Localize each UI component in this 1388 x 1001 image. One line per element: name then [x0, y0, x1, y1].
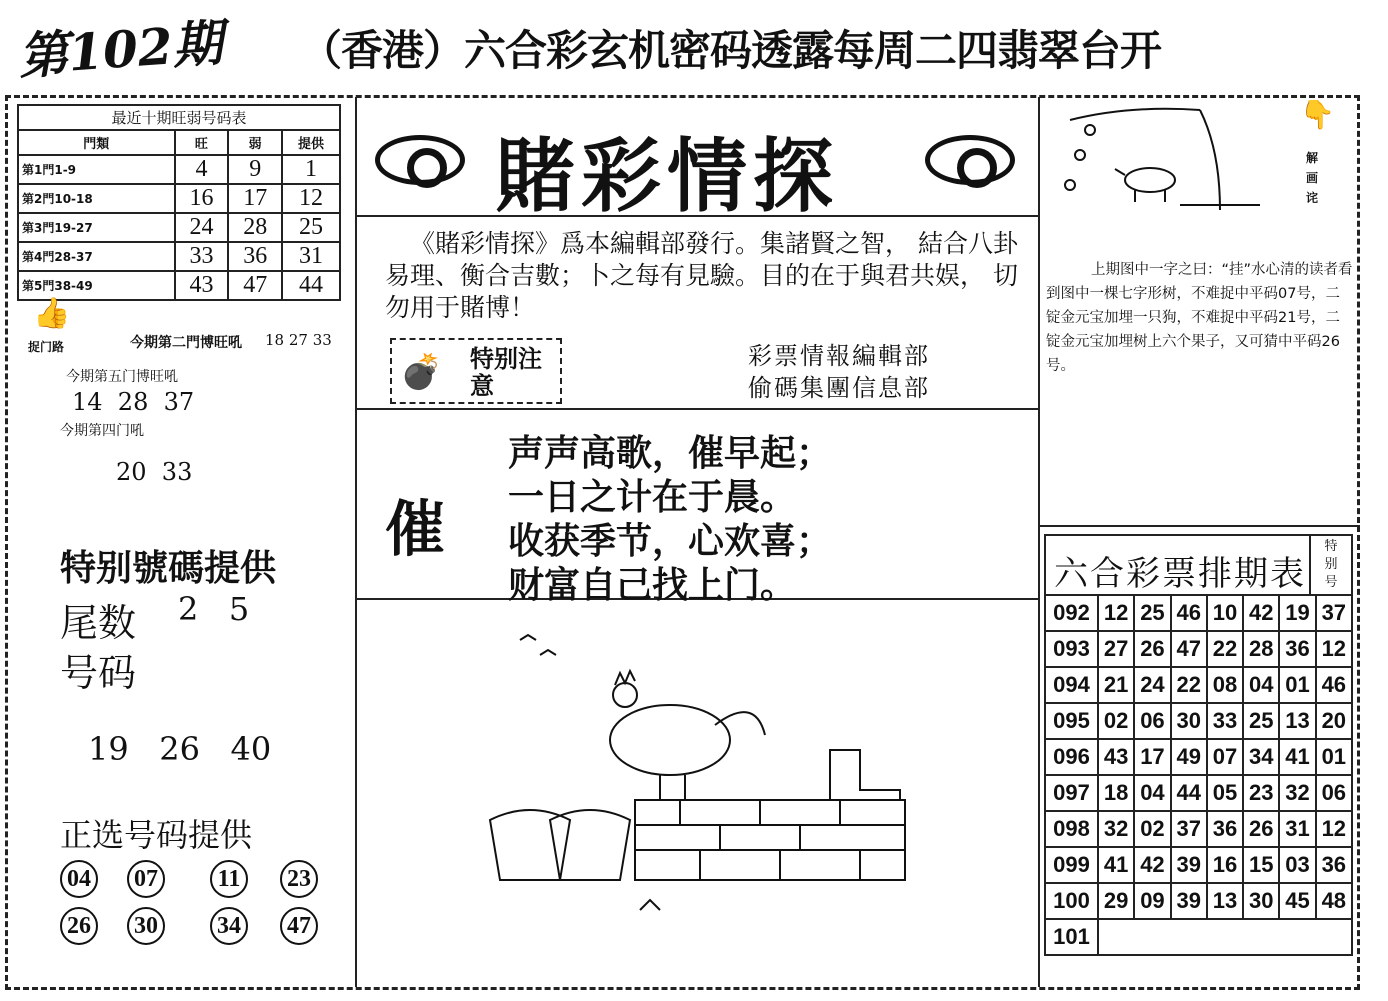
- cell: 33: [175, 242, 229, 271]
- poem-line: 收获季节，心欢喜；: [508, 521, 833, 562]
- issue-cell: 093: [1045, 631, 1098, 667]
- issue-cell: 098: [1045, 811, 1098, 847]
- row-label: 第4門28-37: [18, 242, 175, 271]
- thumbs-up-icon: 👍: [33, 296, 71, 331]
- pick-number: 11: [210, 860, 248, 898]
- special-title: 特别號碼提供: [60, 548, 277, 589]
- number-cell: 19: [1279, 595, 1315, 631]
- table-row: [1045, 631, 1352, 667]
- number-cell: 10: [1207, 595, 1243, 631]
- schedule-title: 六合彩票排期表: [1054, 554, 1306, 594]
- cell: 12: [282, 184, 340, 213]
- notice-label: 特别注意: [470, 345, 542, 400]
- number-cell: 47: [1171, 631, 1207, 667]
- pick-number: 30: [127, 907, 165, 945]
- tail-numbers: 2 5: [178, 590, 250, 628]
- poem-line: 财富自己找上门。: [508, 565, 797, 606]
- number-cell: 42: [1243, 595, 1279, 631]
- empty-cell: [1098, 919, 1352, 955]
- number-cell: 39: [1171, 883, 1207, 919]
- number-cell: 12: [1316, 811, 1352, 847]
- number-cell: 12: [1316, 631, 1352, 667]
- table-row: [18, 242, 340, 271]
- cell: 4: [175, 155, 229, 184]
- pick-number: 34: [210, 907, 248, 945]
- divider: [1038, 97, 1040, 987]
- table-row: [1045, 739, 1352, 775]
- number-cell: 24: [1134, 667, 1170, 703]
- number-cell: 22: [1171, 667, 1207, 703]
- intro-text: 《賭彩情探》爲本編輯部發行。集諸賢之智， 結合八卦易理、衡合吉數；卜之每有見驗。目的在于與君共娱， 切勿用于賭博！: [385, 229, 1018, 322]
- number-cell: 36: [1316, 847, 1352, 883]
- table-row: [18, 184, 340, 213]
- number-cell: 32: [1279, 775, 1315, 811]
- number-cell: 13: [1279, 703, 1315, 739]
- number-cell: 16: [1207, 847, 1243, 883]
- door4-label: 今期第四门吼: [60, 423, 144, 439]
- door5-label: 今期第五门博旺吼: [66, 369, 178, 385]
- number-cell: 44: [1171, 775, 1207, 811]
- poem-line: 一日之计在于晨。: [508, 477, 797, 518]
- table-row: [18, 155, 340, 184]
- number-cell: 48: [1316, 883, 1352, 919]
- number-cell: 28: [1243, 631, 1279, 667]
- number-cell: 05: [1207, 775, 1243, 811]
- number-cell: 43: [1098, 739, 1134, 775]
- table-row: [1045, 595, 1352, 631]
- number-cell: 30: [1243, 883, 1279, 919]
- cell: 17: [228, 184, 282, 213]
- cell: 43: [175, 271, 229, 300]
- cell: 44: [282, 271, 340, 300]
- number-cell: 22: [1207, 631, 1243, 667]
- cell: 36: [228, 242, 282, 271]
- issue-number: 第102期: [16, 12, 225, 87]
- number-cell: 46: [1171, 595, 1207, 631]
- table-row: [1045, 775, 1352, 811]
- cell: 28: [228, 213, 282, 242]
- table-title: 最近十期旺弱号码表: [18, 105, 340, 130]
- row-label: 第3門19-27: [18, 213, 175, 242]
- number-cell: 02: [1098, 703, 1134, 739]
- poem-line: 声声高歌，催早起；: [508, 433, 833, 474]
- number-cell: 01: [1316, 739, 1352, 775]
- number-cell: 17: [1134, 739, 1170, 775]
- pick-number: 07: [127, 860, 165, 898]
- table-row: [1045, 883, 1352, 919]
- door2-numbers: 18 27 33: [265, 331, 332, 349]
- tail-label: 尾数: [60, 601, 137, 645]
- row-label: 第1門1-9: [18, 155, 175, 184]
- number-cell: 49: [1171, 739, 1207, 775]
- rooster-illustration: [460, 620, 940, 940]
- divider: [355, 408, 1039, 410]
- eye-icon: [925, 135, 1015, 185]
- divider: [1040, 525, 1360, 527]
- number-cell: 06: [1134, 703, 1170, 739]
- notice-box: [390, 338, 562, 404]
- divider: [355, 97, 357, 987]
- cell: 1: [282, 155, 340, 184]
- number-cell: 31: [1279, 811, 1315, 847]
- door5-numbers: 14 28 37: [72, 388, 195, 416]
- brand-title: 賭彩情探: [495, 130, 839, 223]
- row-label: 第5門38-49: [18, 271, 175, 300]
- issue-cell: 099: [1045, 847, 1098, 883]
- code-label: 号码: [60, 651, 137, 695]
- issue-cell: 096: [1045, 739, 1098, 775]
- issue-cell: 095: [1045, 703, 1098, 739]
- pick-title: 正选号码提供: [60, 816, 253, 854]
- cell: 24: [175, 213, 229, 242]
- bomb-icon: 💣: [400, 352, 443, 392]
- column-header: 弱: [228, 130, 282, 155]
- number-cell: 03: [1279, 847, 1315, 883]
- pointing-hand-icon: 👇: [1300, 98, 1335, 131]
- number-cell: 41: [1279, 739, 1315, 775]
- table-row: [1045, 847, 1352, 883]
- pick-number: 23: [280, 860, 318, 898]
- door2-label: 今期第二門博旺吼: [130, 335, 242, 351]
- table-row: [1045, 811, 1352, 847]
- thumb-label: 捉门路: [28, 340, 65, 354]
- door4-numbers: 20 33: [116, 458, 193, 486]
- number-cell: 39: [1171, 847, 1207, 883]
- number-cell: 04: [1134, 775, 1170, 811]
- number-cell: 02: [1134, 811, 1170, 847]
- number-cell: 32: [1098, 811, 1134, 847]
- number-cell: 26: [1243, 811, 1279, 847]
- issue-cell: 097: [1045, 775, 1098, 811]
- number-cell: 18: [1098, 775, 1134, 811]
- number-cell: 13: [1207, 883, 1243, 919]
- issue-cell: 094: [1045, 667, 1098, 703]
- number-cell: 37: [1171, 811, 1207, 847]
- number-cell: 26: [1134, 631, 1170, 667]
- number-cell: 41: [1098, 847, 1134, 883]
- picture-label: 解画诧: [1306, 151, 1319, 205]
- draw-schedule-table: [1044, 594, 1353, 956]
- table-row: [1045, 703, 1352, 739]
- schedule-header: [1044, 534, 1353, 596]
- clue-text: 上期图中一字之曰：“挂”水心清的读者看到图中一棵七字形树，不难捉中平码07号，二锭金元宝加埋一只狗，不难捉中平码21号，二锭金元宝加埋树上六个果子，又可猜中平码26号。: [1046, 262, 1353, 374]
- number-cell: 08: [1207, 667, 1243, 703]
- pick-number: 26: [60, 907, 98, 945]
- cell: 9: [228, 155, 282, 184]
- number-cell: 37: [1316, 595, 1352, 631]
- number-cell: 30: [1171, 703, 1207, 739]
- pick-number: 04: [60, 860, 98, 898]
- number-cell: 29: [1098, 883, 1134, 919]
- table-row: [1045, 667, 1352, 703]
- puzzle-picture: [1050, 100, 1290, 215]
- number-cell: 09: [1134, 883, 1170, 919]
- number-cell: 34: [1243, 739, 1279, 775]
- number-cell: 33: [1207, 703, 1243, 739]
- cell: 47: [228, 271, 282, 300]
- number-cell: 25: [1134, 595, 1170, 631]
- page-title: （香港）六合彩玄机密码透露每周二四翡翠台开: [300, 26, 1162, 75]
- cell: 31: [282, 242, 340, 271]
- table-row: [18, 213, 340, 242]
- cell: 25: [282, 213, 340, 242]
- number-cell: 36: [1279, 631, 1315, 667]
- hot-cold-table: [17, 104, 341, 301]
- row-label: 第2門10-18: [18, 184, 175, 213]
- code-numbers: 19 26 40: [88, 730, 272, 768]
- number-cell: 25: [1243, 703, 1279, 739]
- number-cell: 07: [1207, 739, 1243, 775]
- eye-icon: [375, 135, 465, 185]
- issue-cell: 100: [1045, 883, 1098, 919]
- table-row: [1045, 919, 1352, 955]
- column-header: 門類: [18, 130, 175, 155]
- cell: 16: [175, 184, 229, 213]
- number-cell: 15: [1243, 847, 1279, 883]
- issue-cell: 101: [1045, 919, 1098, 955]
- signature-1: 彩票情報編輯部: [748, 342, 930, 370]
- poem: [508, 432, 832, 608]
- number-cell: 36: [1207, 811, 1243, 847]
- column-header: 旺: [175, 130, 229, 155]
- column-header: 提供: [282, 130, 340, 155]
- number-cell: 42: [1134, 847, 1170, 883]
- poem-character: 催: [385, 495, 445, 565]
- number-cell: 12: [1098, 595, 1134, 631]
- signature-2: 偷碼集團信息部: [748, 374, 930, 402]
- number-cell: 23: [1243, 775, 1279, 811]
- pick-number: 47: [280, 907, 318, 945]
- number-cell: 46: [1316, 667, 1352, 703]
- number-cell: 06: [1316, 775, 1352, 811]
- number-cell: 01: [1279, 667, 1315, 703]
- special-column-label: 特别号: [1309, 536, 1351, 594]
- number-cell: 21: [1098, 667, 1134, 703]
- number-cell: 04: [1243, 667, 1279, 703]
- number-cell: 27: [1098, 631, 1134, 667]
- number-cell: 20: [1316, 703, 1352, 739]
- number-cell: 45: [1279, 883, 1315, 919]
- issue-cell: 092: [1045, 595, 1098, 631]
